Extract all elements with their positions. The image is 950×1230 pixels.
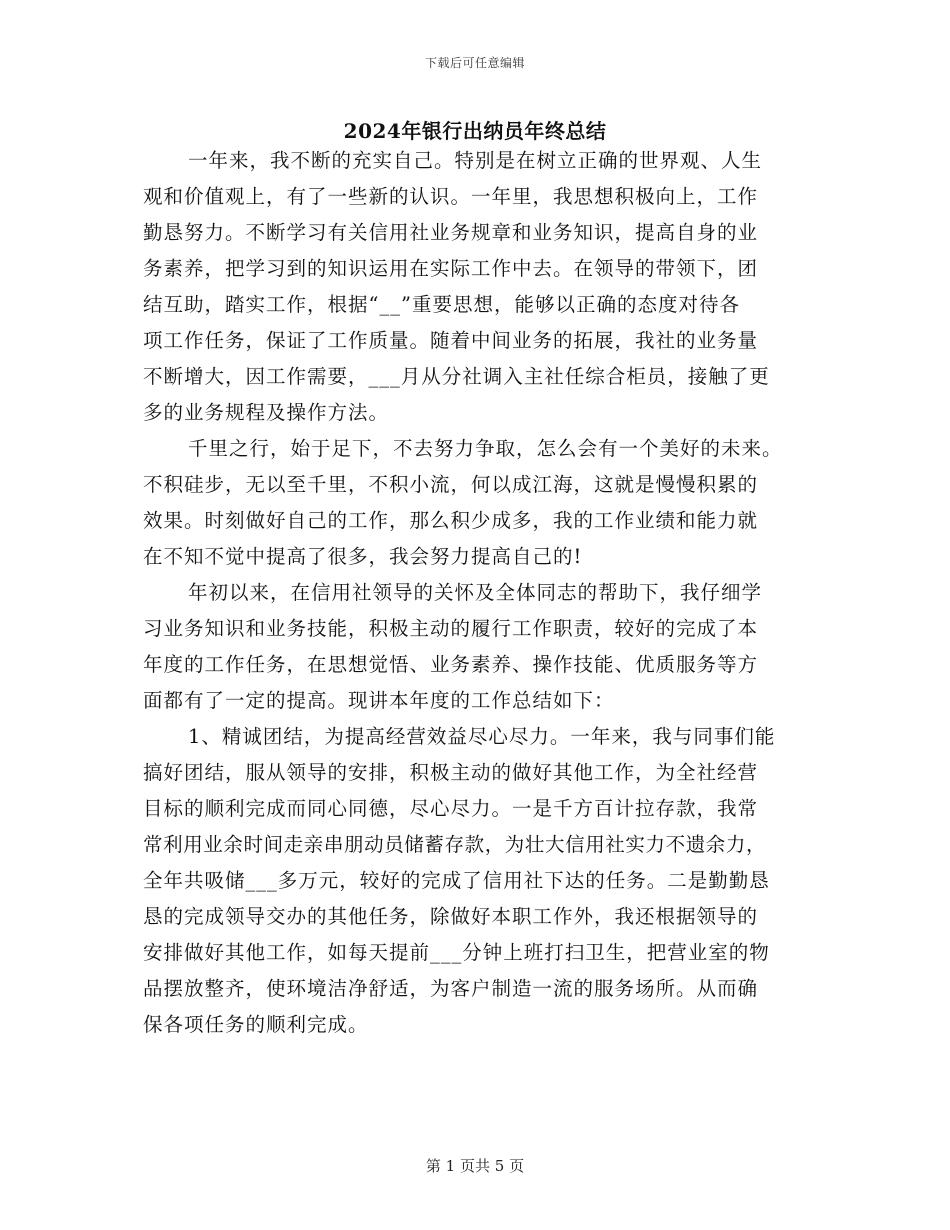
paragraph-3-line-2: 习业务知识和业务技能，积极主动的履行工作职责，较好的完成了本 (143, 617, 759, 640)
paragraph-1-line-8: 多的业务规程及操作方法。 (143, 401, 390, 424)
paragraph-4-line-7: 安排做好其他工作，如每天提前___分钟上班打扫卫生，把营业室的物 (143, 941, 770, 964)
paragraph-1-line-3: 勤恳努力。不断学习有关信用社业务规章和业务知识，提高自身的业 (143, 221, 759, 244)
paragraph-1-line-5: 结互助，踏实工作，根据“__”重要思想，能够以正确的态度对待各 (143, 293, 740, 316)
paragraph-4-line-5: 全年共吸储___多万元，较好的完成了信用社下达的任务。二是勤勤恳 (143, 869, 770, 892)
paragraph-4-line-1: 1、精诚团结，为提高经营效益尽心尽力。一年来，我与同事们能 (188, 725, 776, 748)
paragraph-2-line-1: 千里之行，始于足下，不去努力争取，怎么会有一个美好的未来。 (188, 437, 783, 460)
paragraph-2-line-2: 不积硅步，无以至千里，不积小流，何以成江海，这就是慢慢积累的 (143, 473, 759, 496)
paragraph-1-line-6: 项工作任务，保证了工作质量。随着中间业务的拓展，我社的业务量 (143, 329, 759, 352)
paragraph-4-line-2: 搞好团结，服从领导的安排，积极主动的做好其他工作，为全社经营 (143, 761, 759, 784)
paragraph-2-line-4: 在不知不觉中提高了很多，我会努力提高自己的! (143, 545, 583, 568)
paragraph-4-line-3: 目标的顺利完成而同心同德，尽心尽力。一是千方百计拉存款，我常 (143, 797, 759, 820)
header-note: 下载后可任意编辑 (424, 56, 525, 70)
paragraph-4-line-9: 保各项任务的顺利完成。 (143, 1013, 369, 1036)
paragraph-1-line-1: 一年来，我不断的充实自己。特别是在树立正确的世界观、人生 (188, 149, 763, 172)
paragraph-1-line-4: 务素养，把学习到的知识运用在实际工作中去。在领导的带领下，团 (143, 257, 759, 280)
paragraph-1-line-2: 观和价值观上，有了一些新的认识。一年里，我思想积极向上，工作 (143, 185, 759, 208)
paragraph-4-line-8: 品摆放整齐，使环境洁净舒适，为客户制造一流的服务场所。从而确 (143, 977, 759, 1000)
paragraph-1-line-7: 不断增大，因工作需要，___月从分社调入主社任综合柜员，接触了更 (143, 365, 770, 388)
paragraph-2-line-3: 效果。时刻做好自己的工作，那么积少成多，我的工作业绩和能力就 (143, 509, 759, 532)
paragraph-3-line-3: 年度的工作任务，在思想觉悟、业务素养、操作技能、优质服务等方 (143, 653, 759, 676)
paragraph-3-line-4: 面都有了一定的提高。现讲本年度的工作总结如下： (143, 689, 615, 712)
page-number-footer: 第 1 页共 5 页 (425, 1157, 525, 1175)
paragraph-3-line-1: 年初以来，在信用社领导的关怀及全体同志的帮助下，我仔细学 (188, 581, 763, 604)
paragraph-4-line-6: 恳的完成领导交办的其他任务，除做好本职工作外，我还根据领导的 (143, 905, 759, 928)
paragraph-4-line-4: 常利用业余时间走亲串朋动员储蓄存款，为壮大信用社实力不遗余力， (143, 833, 767, 856)
document-title: 2024年银行出纳员年终总结 (343, 119, 607, 143)
